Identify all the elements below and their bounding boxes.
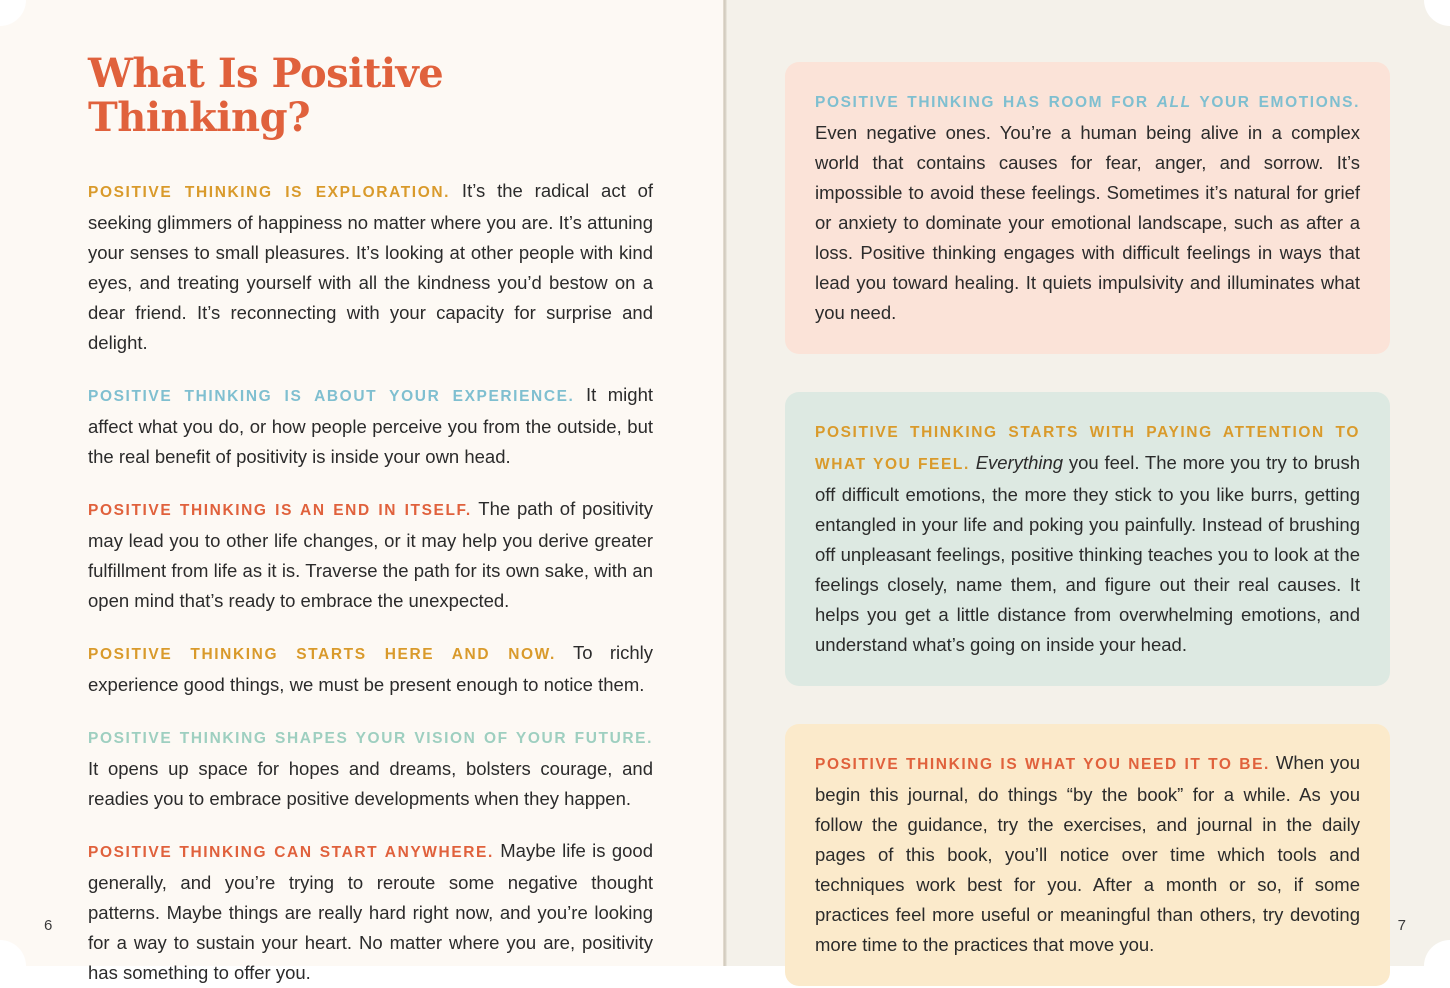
paragraph-here-and-now xyxy=(88,638,653,700)
body-your-experience: It might affect what you do, or how people perceive you from the outside, but the real benefit of positivity is inside your own head. xyxy=(88,384,653,467)
callout-card-list xyxy=(785,62,1390,986)
body-emotions: Even negative ones. You’re a human being alive in a complex world that contains causes for fear, anger, and sorrow. It’s impossible to avoid these feelings. Sometimes it’s natural for grief or anxiety to dominate your emotional landscape, such as after a loss. Positive thinking engages with difficult feelings in ways that lead you toward healing. It quiets impulsivity and illuminates what you need. xyxy=(815,122,1360,323)
callout-text-paying-attention xyxy=(815,416,1360,660)
body-end-in-itself: The path of positivity may lead you to other life changes, or it may help you derive greater fulfillment from life as it is. Traverse the path for its own sake, with an open mind that’s ready to embrace the unexpected. xyxy=(88,498,653,611)
lead-in-here-and-now: POSITIVE THINKING STARTS HERE AND NOW. xyxy=(88,646,556,663)
lead-in-emotions: POSITIVE THINKING HAS ROOM FOR xyxy=(815,94,1157,111)
lead-in-exploration: POSITIVE THINKING IS EXPLORATION. xyxy=(88,184,451,201)
left-page xyxy=(0,0,725,983)
book-gutter xyxy=(723,0,727,966)
body-emphasis-everything: Everything xyxy=(975,452,1064,473)
lead-in-paying-attention: POSITIVE THINKING STARTS WITH PAYING ATTENTION TO WHAT YOU FEEL. xyxy=(815,424,1360,473)
paragraph-exploration xyxy=(88,176,653,358)
page-number-left: 6 xyxy=(44,917,53,934)
body-exploration: It’s the radical act of seeking glimmers of happiness no matter where you are. It’s attuning your senses to small pleasures. It’s looking at other people with kind eyes, and treating yourself with all the kindness you’d bestow on a dear friend. It’s reconnecting with your capacity for surprise and delight. xyxy=(88,180,654,353)
body-here-and-now: To richly experience good things, we must be present enough to notice them. xyxy=(88,642,654,695)
right-page xyxy=(725,0,1450,966)
body-paying-attention: you feel. The more you try to brush off difficult emotions, the more they stick to you like burrs, getting entangled in your life and poking you painfully. Instead of brushing off unpleasant feelings, positive thinking teaches you to look at the feelings closely, name them, and figure out their real causes. It helps you get a little distance from overwhelming emotions, and understand what’s going on inside your head. xyxy=(815,452,1361,655)
page-title: What Is Positive Thinking? xyxy=(88,50,444,141)
lead-in-what-you-need: POSITIVE THINKING IS WHAT YOU NEED IT TO BE. xyxy=(815,756,1270,773)
callout-text-what-you-need xyxy=(815,748,1360,960)
lead-in-vision-of-future: POSITIVE THINKING SHAPES YOUR VISION OF YOUR FUTURE. xyxy=(88,730,653,747)
callout-card-emotions xyxy=(785,62,1390,354)
body-vision-of-future: It opens up space for hopes and dreams, bolsters courage, and readies you to embrace positive developments when they happen. xyxy=(88,758,653,809)
paragraph-start-anywhere xyxy=(88,836,653,988)
lead-in-emotions-tail: YOUR EMOTIONS. xyxy=(1191,94,1360,111)
callout-text-emotions xyxy=(815,86,1360,328)
paragraph-end-in-itself xyxy=(88,494,653,616)
lead-in-end-in-itself: POSITIVE THINKING IS AN END IN ITSELF. xyxy=(88,502,472,519)
callout-card-what-you-need xyxy=(785,724,1390,986)
page-number-right: 7 xyxy=(1397,917,1406,934)
lead-in-your-experience: POSITIVE THINKING IS ABOUT YOUR EXPERIENCE. xyxy=(88,388,575,405)
lead-in-start-anywhere: POSITIVE THINKING CAN START ANYWHERE. xyxy=(88,844,494,861)
paragraph-vision-of-future xyxy=(88,722,653,814)
body-what-you-need: When you begin this journal, do things “by the book” for a while. As you follow the guidance, try the exercises, and journal in the daily pages of this book, you’ll notice over time which tools and techniques work best for you. After a month or so, if some practices feel more useful or meaningful than others, try devoting more time to the practices that move you. xyxy=(815,752,1360,955)
callout-card-paying-attention xyxy=(785,392,1390,686)
lead-in-emotions-italic: ALL xyxy=(1156,94,1192,111)
paragraph-your-experience xyxy=(88,380,653,472)
body-start-anywhere: Maybe life is good generally, and you’re trying to reroute some negative thought patterns. Maybe things are really hard right now, and you’re looking for a way to sustain your heart. No matter where you are, positivity has something to offer you. xyxy=(88,840,653,983)
